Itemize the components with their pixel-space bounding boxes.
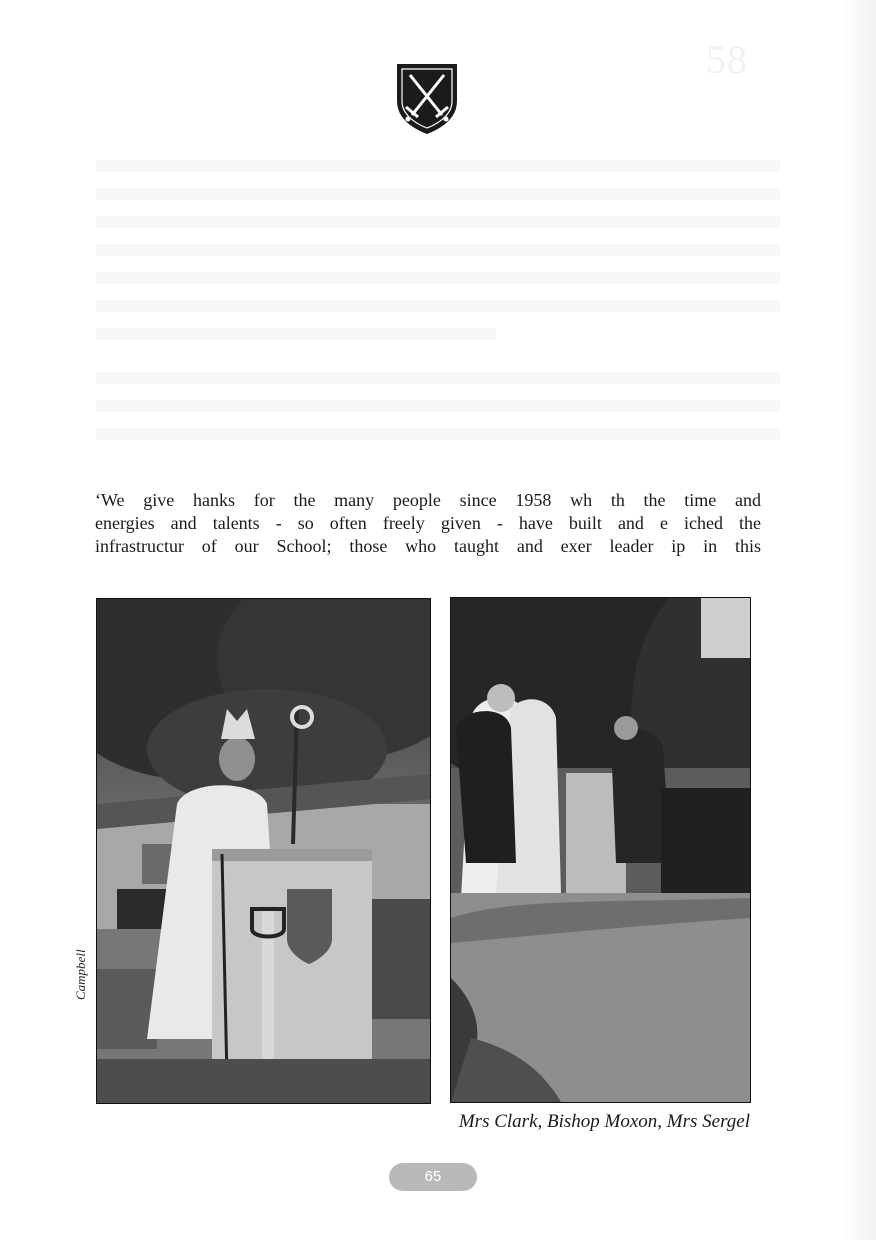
photo-bishop-at-lectern — [96, 598, 431, 1104]
quote-line-1: ‘We give hanks for the many people since 1958 wh th the time and — [95, 490, 761, 510]
quote-line-2: energies and talents - so often freely given - have built and e iched the — [95, 513, 761, 533]
school-crest-icon — [396, 63, 458, 135]
quote-line-3: infrastructur of our School; those who taught and exer leader ip in this — [95, 536, 761, 556]
quote-paragraph — [95, 489, 761, 558]
photo-caption: Mrs Clark, Bishop Moxon, Mrs Sergel — [458, 1111, 750, 1132]
photo-ground-breaking — [450, 597, 751, 1103]
photo-credit: Campbell — [73, 949, 88, 1000]
ghost-page-number: 58 — [706, 37, 748, 82]
page-number-badge: 65 — [389, 1163, 477, 1191]
